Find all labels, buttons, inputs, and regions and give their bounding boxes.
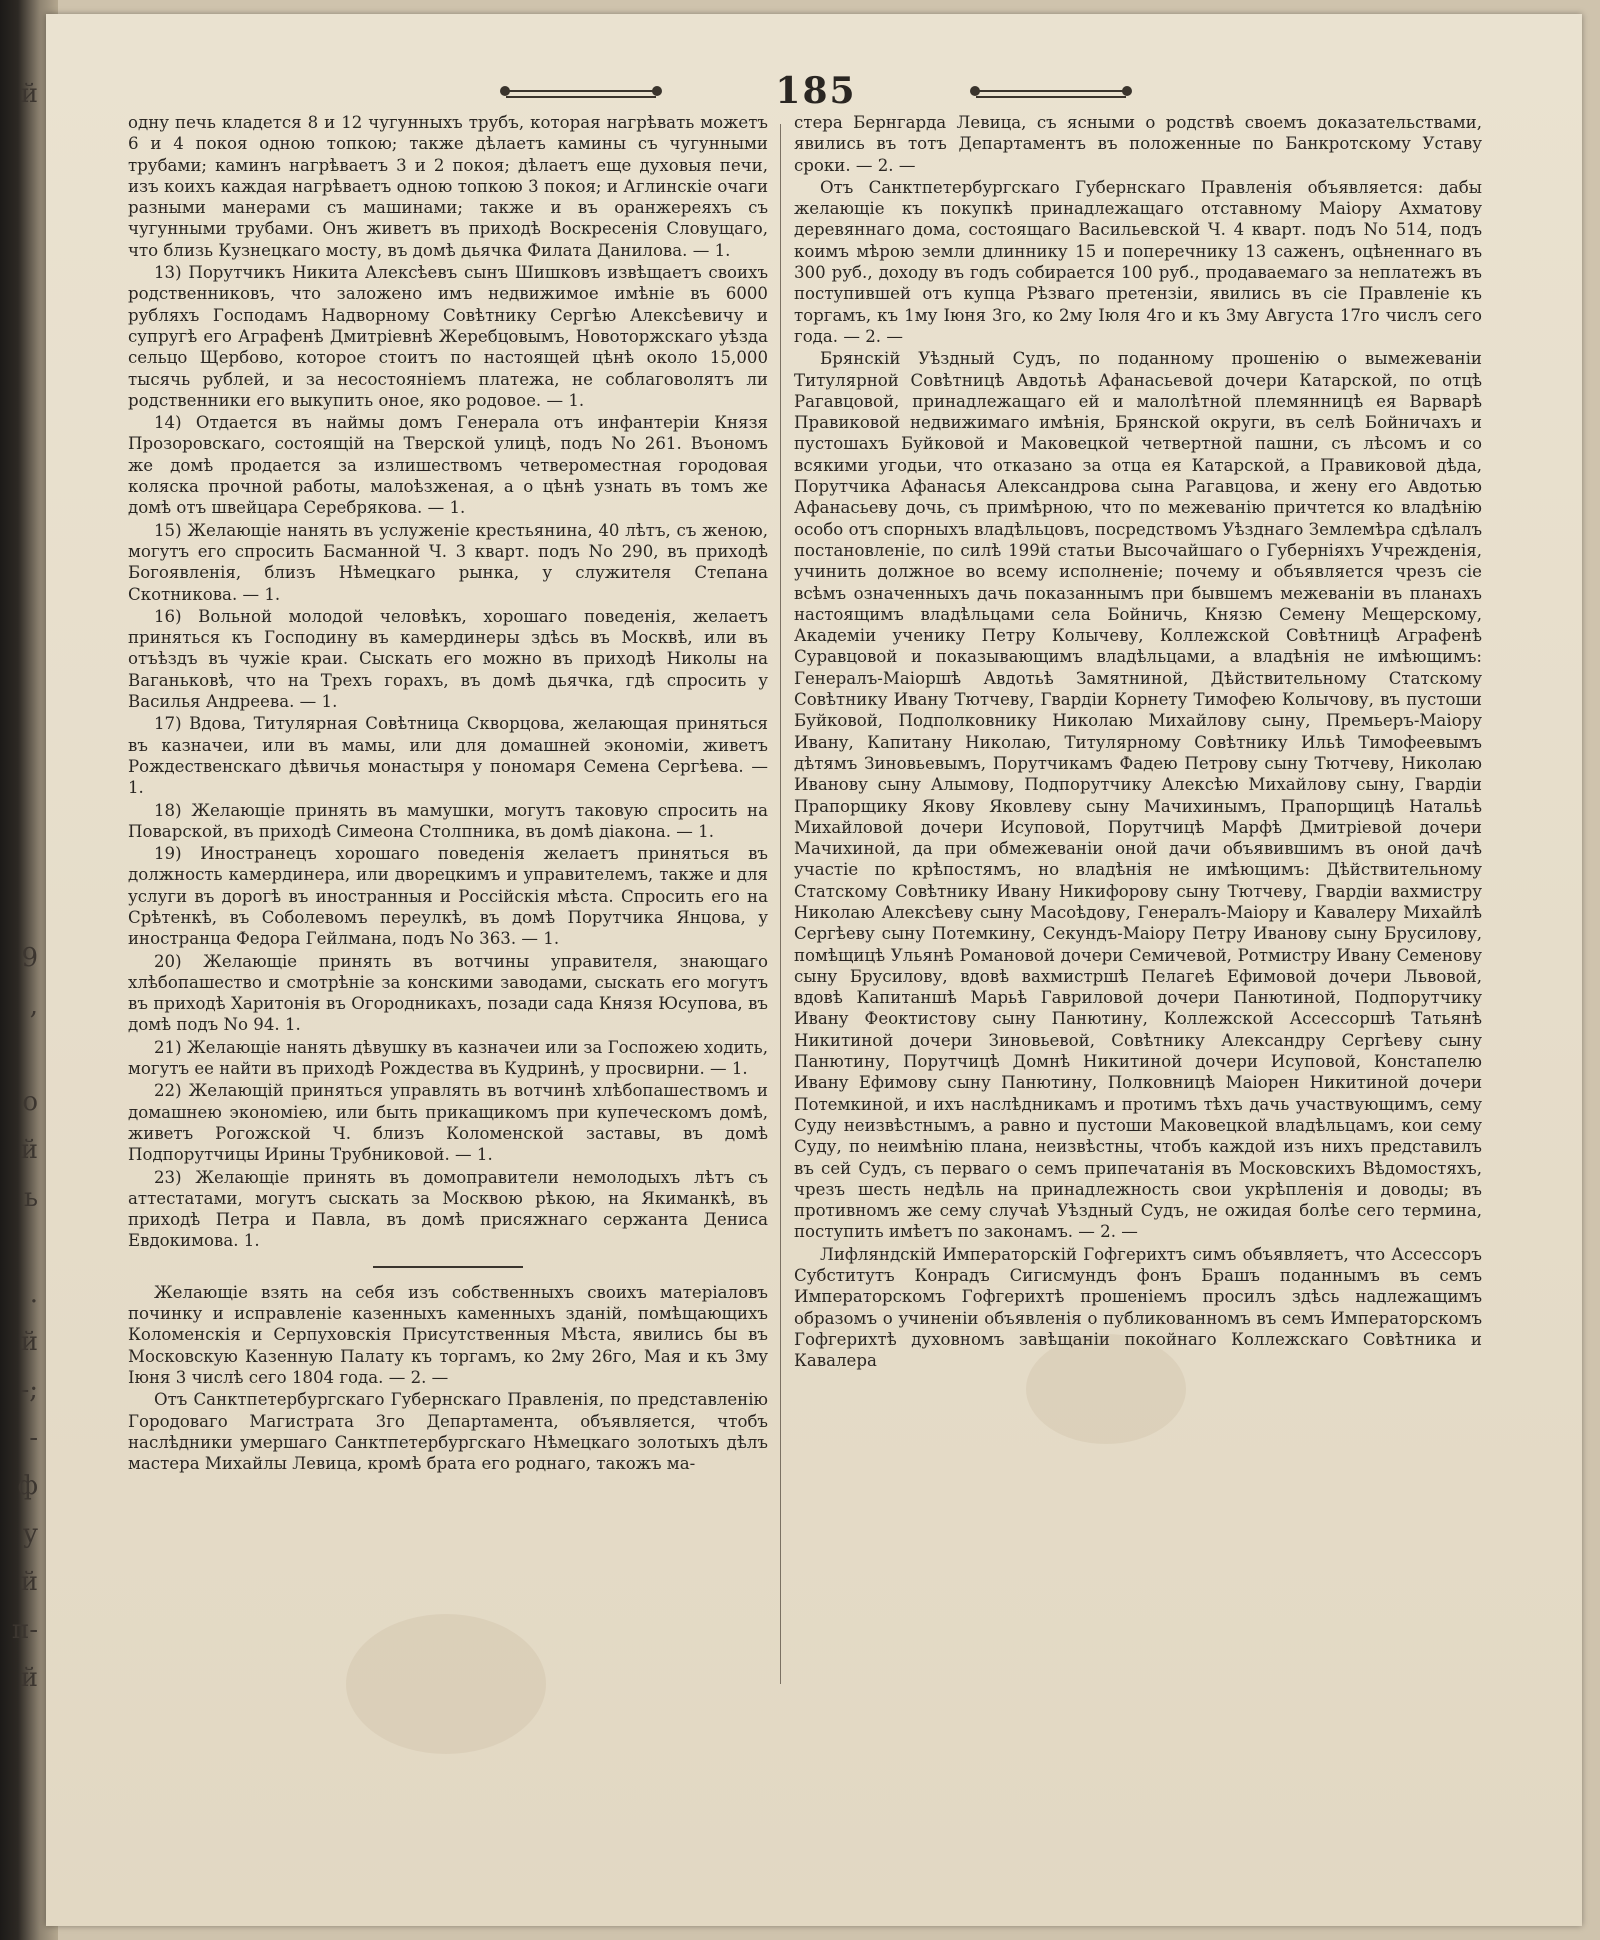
announcement-paragraph: Брянскій Уѣздный Судъ, по поданному прошенію о вымежеваніи Титулярной Совѣтницѣ Авдотьѣ Афанасьевой дочери Катарской, по отцѣ Рагавцовой, принадлежащаго ей и малолѣтной племянницѣ ея Варварѣ Правиковой недвижимаго имѣнія, Брянской округи, въ селѣ Бойничахъ и пустошахъ Буйковой и Маковецкой четвертной пашни, съ лѣсомъ и со всякими угодьи, что отказано за отца ея Катарской, а Правиковой дѣда, Порутчика Афанасья Александрова сына Рагавцова, и жену его Авдотью Афанасьеву дочь, съ примѣрною, что по межеванію причтется ко владѣнію особо отъ спорныхъ владѣльцовъ, посредствомъ Уѣзднаго Землемѣра сдѣлалъ постановленіе, по силѣ 199й статьи Высочайшаго о Губерніяхъ Учрежденія, учинить должное во всему исполненіе; почему и объявляется чрезъ сіе всѣмъ означенныхъ дачь показаннымъ при бывшемъ межеваніи въ планахъ настоящимъ владѣльцами села Бойничь, Князю Семену Мещерскому, Академіи ученику Петру Колычеву, Коллежской Совѣтницѣ Аграфенѣ Суравцовой и показывающимъ владѣльцами, а владѣнія не имѣющимъ: Генералъ-Маіоршѣ Авдотьѣ Замятниной, Дѣйствительному Статскому Совѣтнику Ивану Тютчеву, Гвардіи Корнету Тимофею Колычову, въ пустоши Буйковой, Подполковнику Николаю Михайлову сыну, Премьеръ-Маіору Ивану, Капитану Николаю, Титулярному Совѣтнику Ильѣ Тимофеевымъ дѣтямъ Зиновьевымъ, Порутчикамъ Фадею Петрову сыну Тютчеву, Николаю Иванову сыну Алымову, Подпорутчику Алексѣю Михайлову сыну, Гвардіи Прапорщику Якову Яковлеву сыну Мачихинымъ, Прапорщицѣ Натальѣ Михайловой дочери Исуповой, Порутчицѣ Марфѣ Дмитріевой дочери Мачихиной, да при обмежеваніи оной дачи объявившимъ въ оной дачѣ участіе по крѣпостямъ, но владѣнія не имѣющимъ: Дѣйствительному Статскому Совѣтнику Ивану Никифорову сыну Тютчеву, Гвардіи вахмистру Николаю Алексѣеву сыну Масоѣдову, Генералъ-Маіору и Кавалеру Михайлѣ Сергѣеву сыну Потемкину, Секундъ-Маіору Петру Иванову сыну Брусилову, помѣщицѣ Ульянѣ Романовой дочери Семичевой, Ротмистру Ивану Семенову сыну Брусилову, вдовѣ вахмистршѣ Пелагеѣ Ефимовой дочери Львовой, вдовѣ Капитаншѣ Марьѣ Гавриловой дочери Панютиной, Подпорутчику Ивану Феоктистову сыну Панютину, Коллежской Ассессоршѣ Татьянѣ Никитиной дочери Зиновьевой, Совѣтнику Александру Сергѣеву сыну Панютину, Порутчицѣ Домнѣ Никитиной дочери Исуповой, Констапелю Ивану Ефимову сыну Панютину, Полковницѣ Маіорен Никитиной дочери Потемкиной, и ихъ наслѣдникамъ и протимъ тѣхъ дачь участвующимъ, сему Суду неизвѣстнымъ, а равно и пустоши Маковецкой владѣльцамъ, кои сему Суду, по неимѣнію плана, неизвѣстны, чтобъ каждой изъ нихъ представилъ въ сей Судъ, съ перваго о семъ припечатанія въ Московскихъ Вѣдомостяхъ, чрезъ шесть недѣль на принадлежность свои укрѣпленія и доводы; въ противномъ же сему случаѣ Уѣздный Судъ, не ожидая болѣе сего термина, поступить имѣетъ по законамъ. — 2. — [794, 349, 1482, 1242]
previous-page-fragment: й [20, 1663, 38, 1693]
left-column [128, 112, 768, 1474]
previous-page-fragment [0, 118, 42, 166]
announcement-paragraph: Лифляндскій Императорскій Гофгерихтъ симъ объявляетъ, что Ассессоръ Субститутъ Конрадъ Сигисмундъ фонъ Брашъ поданнымъ въ семъ Императорскомъ Гофгерихтѣ прошеніемъ просилъ здѣсь надлежащимъ образомъ о учиненіи объявленія о публикованномъ въ семъ Императорскомъ Гофгерихтѣ духовномъ завѣщаніи покойнаго Коллежскаго Совѣтника и Кавалера [794, 1244, 1482, 1371]
announcement-paragraph: 13) Порутчикъ Никита Алексѣевъ сынъ Шишковъ извѣщаетъ своихъ родственниковъ, что заложено имъ недвижимое имѣніе въ 6000 рубляхъ Господамъ Надворному Совѣтнику Сергѣю Алексѣевичу и супругѣ его Аграфенѣ Дмитріевнѣ Жеребцовымъ, Новоторжскаго уѣзда сельцо Щербово, которое стоитъ по настоящей цѣнѣ около 15,000 тысячь рублей, и за несостоянiемъ платежа, не соблаговолятъ ли родственники его выкупить оное, яко родовое. — 1. [128, 263, 768, 410]
previous-page-fragment: й [20, 1135, 38, 1165]
announcement-paragraph: 16) Вольной молодой человѣкъ, хорошаго поведенія, желаетъ приняться къ Господину въ камердинеры здѣсь въ Москвѣ, или въ отъѣздъ въ чужіе краи. Сыскать его можно въ приходѣ Николы на Ваганьковѣ, что на Трехъ горахъ, въ домѣ дьячка, гдѣ спросить у Василья Андреева. — 1. [128, 606, 768, 712]
section-separator [373, 1266, 523, 1268]
page-header [506, 70, 1126, 114]
right-column [794, 112, 1482, 1372]
announcement-paragraph: 23) Желающіе принять въ домоправители немолодыхъ лѣтъ съ аттестатами, могутъ сыскать за Москвою рѣкою, на Якиманкѣ, въ приходѣ Петра и Павла, въ домѣ присяжнаго сержанта Дениса Евдокимова. 1. [128, 1167, 768, 1251]
page-number: 185 [775, 70, 857, 112]
previous-page-fragment [0, 310, 42, 358]
previous-page-fragment: . [29, 1279, 38, 1309]
announcement-paragraph: 22) Желающій приняться управлять въ вотчинѣ хлѣбопашествомъ и домашнею экономіею, или быть прикащикомъ при купеческомъ домѣ, живетъ Рогожской Ч. близъ Коломенской заставы, въ домѣ Подпорутчицы Ирины Трубниковой. — 1. [128, 1081, 768, 1165]
previous-page-fragment [0, 1030, 42, 1078]
announcement-paragraph: 14) Отдается въ наймы домъ Генерала отъ инфантеріи Князя Прозоровскаго, состоящій на Тверской улицѣ, подъ No 261. Въономъ же домѣ продается за излишествомъ четвероместная городовая коляска прочной работы, малоѣзженая, а о цѣнѣ узнать въ томъ же домѣ отъ швейцара Серебрякова. — 1. [128, 413, 768, 518]
previous-page-fragment [0, 406, 42, 454]
previous-page-edge [0, 70, 42, 1770]
announcement-paragraph: стера Бернгарда Левица, съ ясными о родствѣ своемъ доказательствами, явились въ тотъ Департаментъ въ положенные по Банкротскому Уставу сроки. — 2. — [794, 113, 1482, 175]
previous-page-fragment: й [20, 79, 38, 109]
previous-page-fragment: -; [20, 1375, 38, 1405]
announcement-paragraph: одну печь кладется 8 и 12 чугунныхъ трубъ, которая нагрѣвать можетъ 6 и 4 покоя одною топкою; также дѣлаетъ камины съ чугунными трубами; каминъ нагрѣваетъ 3 и 2 покоя; дѣлаетъ еще духовыя печи, изъ коихъ каждая нагрѣваетъ одною топкою 3 покоя; и Аглинскіе очаги разными манерами съ машинами; также и въ оранжереяхъ съ чугунными трубами. Онъ живетъ въ приходѣ Воскресенія Словущаго, что близь Кузнецкаго мосту, въ домѣ дьячка Филата Данилова. — 1. [128, 113, 768, 260]
previous-page-fragment [0, 790, 42, 838]
announcement-paragraph: 21) Желающіе нанять дѣвушку въ казначеи или за Госпожею ходить, могутъ ее найти въ приходѣ Рождества въ Кудринѣ, у просвирни. — 1. [128, 1037, 768, 1079]
previous-page-fragment: , [29, 991, 38, 1021]
announcement-paragraph: Отъ Санктпетербургскаго Губернскаго Правленія объявляется: дабы желающіе къ покупкѣ принадлежащаго отставному Маіору Ахматову деревяннаго дома, состоящаго Васильевской Ч. 4 кварт. подъ No 514, подъ коимъ мѣрою земли длиннику 15 и поперечнику 13 саженъ, оцѣненнаго въ 300 руб., доходу въ годъ собирается 100 руб., продаваемаго за неплатежъ въ поступившей отъ купца Рѣзваго претензіи, явились въ сіе Правленіе къ торгамъ, къ 1му Іюня 3го, ко 2му Іюля 4го и къ 3му Августа 17го числъ сего года. — 2. — [794, 177, 1482, 346]
previous-page-fragment [0, 262, 42, 310]
newspaper-page [46, 14, 1582, 1926]
previous-page-fragment: й [20, 1567, 38, 1597]
previous-page-fragment [0, 358, 42, 406]
previous-page-fragment [0, 838, 42, 886]
previous-page-fragment: 9 [21, 943, 38, 973]
previous-page-fragment [0, 166, 42, 214]
previous-page-fragment [0, 454, 42, 502]
previous-page-fragment: ф [17, 1471, 38, 1501]
previous-page-fragment [0, 1222, 42, 1270]
previous-page-fragment: у [22, 1519, 38, 1549]
previous-page-fragment [0, 214, 42, 262]
announcement-paragraph: 20) Желающіе принять въ вотчины управителя, знающаго хлѣбопашество и смотрѣніе за конскими заводами, сыскать его могутъ въ приходѣ Харитонія въ Огородникахъ, позади сада Князя Юсупова, въ домѣ подъ No 94. 1. [128, 951, 768, 1035]
header-ornament-right [976, 90, 1126, 98]
previous-page-fragment: о [22, 1087, 38, 1117]
announcement-paragraph: Отъ Санктпетербургскаго Губернскаго Правленія, по представленію Городоваго Магистрата 3го Департамента, объявляется, чтобъ наслѣдники умершаго Санктпетербургскаго Нѣмецкаго золотыхъ дѣлъ мастера Михайлы Левица, кромѣ брата его роднаго, такожъ ма- [128, 1390, 768, 1474]
previous-page-fragment [0, 502, 42, 550]
announcement-paragraph: 19) Иностранецъ хорошаго поведенія желаетъ приняться въ должность камердинера, или дворецкимъ и управителемъ, также и для услуги въ дорогѣ въ иностранныя и Россійскія мѣста. Спросить его на Срѣтенкѣ, въ Соболевомъ переулкѣ, въ домѣ Порутчика Янцова, у иностранца Федора Гейлмана, подъ No 363. — 1. [128, 844, 768, 949]
previous-page-fragment: й [20, 1327, 38, 1357]
previous-page-fragment [0, 694, 42, 742]
previous-page-fragment [0, 550, 42, 598]
column-divider [780, 124, 781, 1684]
previous-page-fragment [0, 646, 42, 694]
previous-page-fragment: п- [11, 1615, 38, 1645]
previous-page-fragment: ь [23, 1183, 38, 1213]
previous-page-fragment: - [29, 1423, 38, 1453]
announcement-paragraph: Желающіе взять на себя изъ собственныхъ своихъ матеріаловъ починку и исправленіе казенныхъ каменныхъ зданій, помѣщающихъ Коломенскія и Серпуховскія Присутственныя Мѣста, явились бы въ Московскую Казенную Палату къ торгамъ, ко 2му 26го, Мая и къ 3му Іюня 3 числѣ сего 1804 года. — 2. — [128, 1282, 768, 1387]
previous-page-fragment [0, 886, 42, 934]
announcement-paragraph: 17) Вдова, Титулярная Совѣтница Скворцова, желающая приняться въ казначеи, или въ мамы, или для домашней экономіи, живетъ Рождественскаго дѣвичья монастыря у пономаря Семена Сергѣева. — 1. [128, 714, 768, 798]
previous-page-fragment [0, 742, 42, 790]
previous-page-fragment [0, 598, 42, 646]
announcement-paragraph: 18) Желающіе принять въ мамушки, могутъ таковую спросить на Поварской, въ приходѣ Симеона Столпника, въ домѣ діакона. — 1. [128, 800, 768, 841]
announcement-paragraph: 15) Желающіе нанять въ услуженіе крестьянина, 40 лѣтъ, съ женою, могутъ его спросить Басманной Ч. 3 кварт. подъ No 290, въ приходѣ Богоявленія, близъ Нѣмецкаго рынка, у служителя Степана Скотникова. — 1. [128, 520, 768, 604]
